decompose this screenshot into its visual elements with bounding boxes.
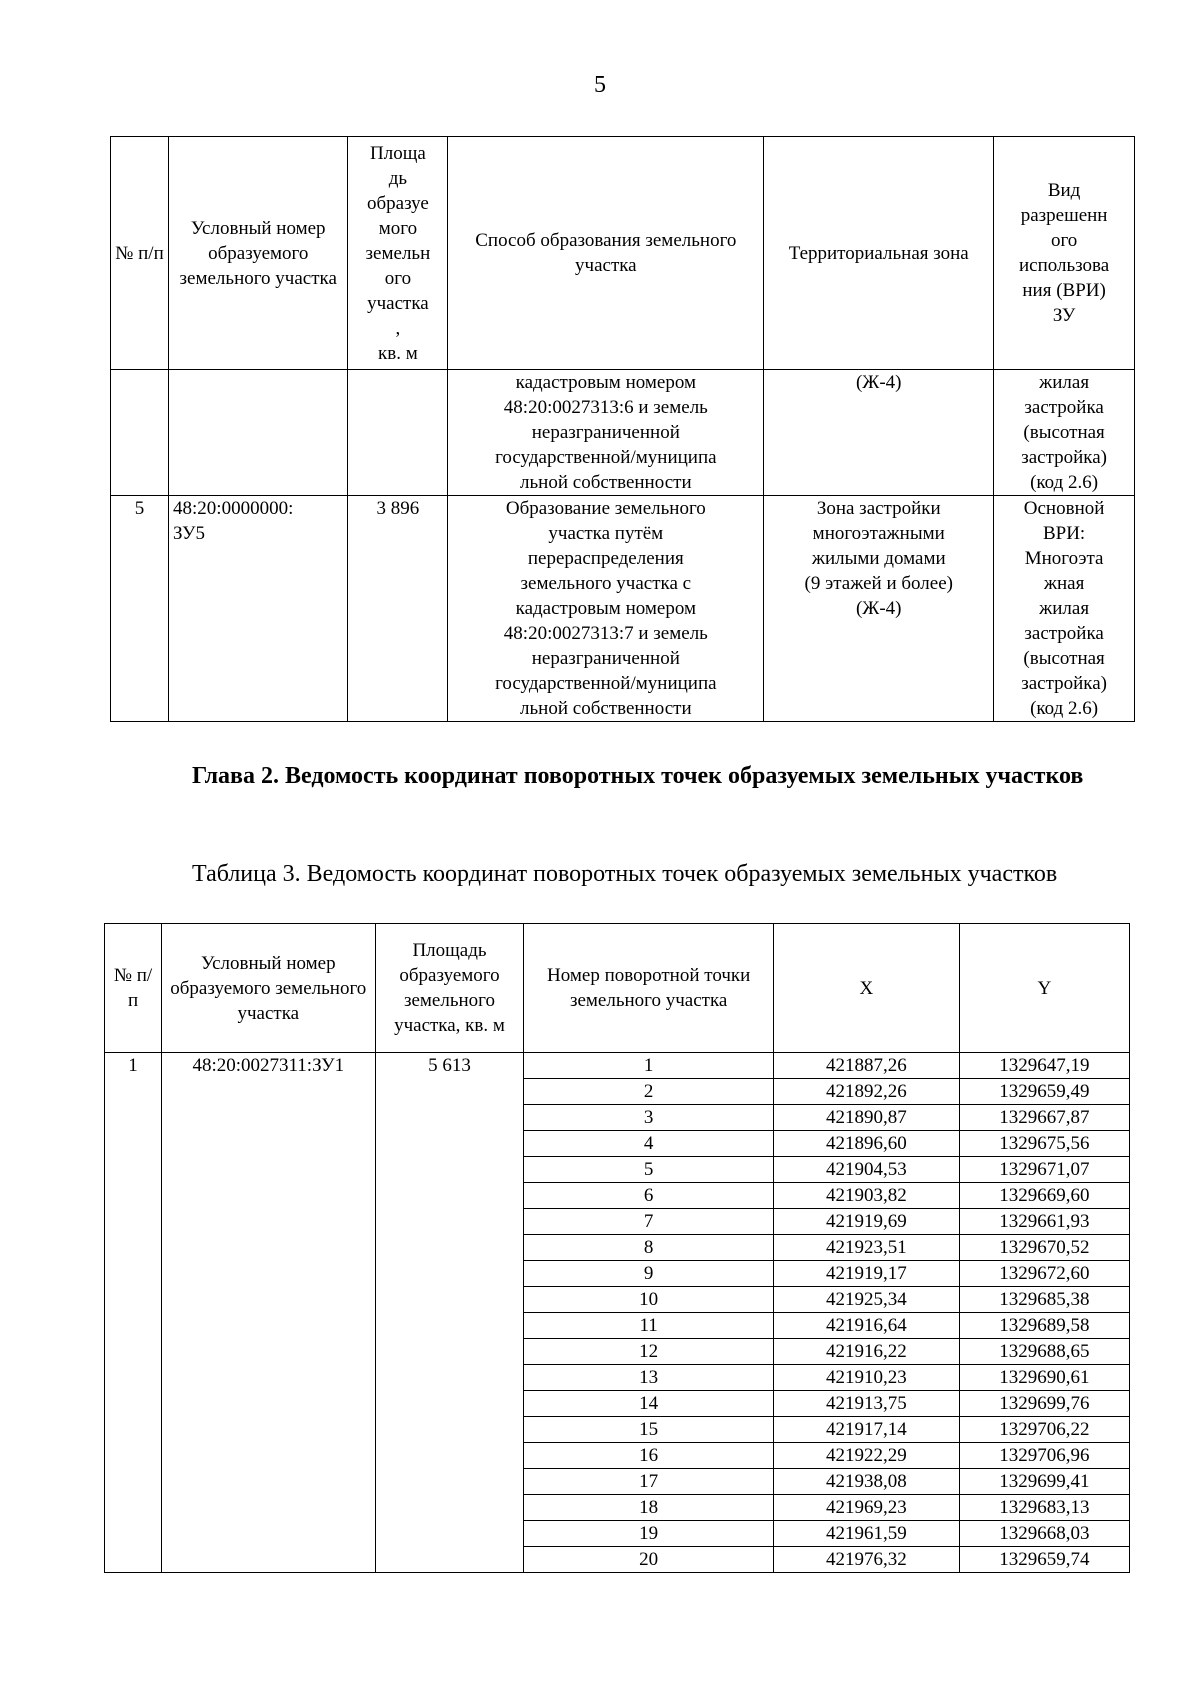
text-line: земельн — [365, 242, 431, 264]
text-line: (код 2.6) — [1030, 698, 1099, 719]
cell-x: 421916,22 — [773, 1339, 959, 1365]
cell-y: 1329685,38 — [959, 1287, 1129, 1313]
cell-y: 1329672,60 — [959, 1261, 1129, 1287]
text-line: (9 этажей и более) — [804, 573, 953, 594]
text-line: Многоэта — [1024, 548, 1104, 569]
text-line: многоэтажными — [812, 523, 945, 544]
cell-y: 1329699,76 — [959, 1391, 1129, 1417]
table-caption: Таблица 3. Ведомость координат поворотных точек образуемых земельных участков — [192, 861, 1058, 887]
text-line: жилая — [1039, 598, 1090, 619]
cell-y: 1329699,41 — [959, 1469, 1129, 1495]
cell-y: 1329706,96 — [959, 1443, 1129, 1469]
cell-area — [348, 370, 448, 496]
cell-y: 1329688,65 — [959, 1339, 1129, 1365]
cell-area: 3 896 — [348, 496, 448, 722]
cell-point-number: 17 — [524, 1469, 773, 1495]
cell-point-number: 18 — [524, 1495, 773, 1521]
header-area — [348, 137, 448, 370]
text-line: государственной/муниципа — [495, 447, 717, 468]
cell-x: 421961,59 — [773, 1521, 959, 1547]
header-point-number: Номер поворотной точки земельного участка — [524, 924, 773, 1053]
text-line: участка — [367, 292, 429, 314]
cell-point-number: 10 — [524, 1287, 773, 1313]
cell-y: 1329661,93 — [959, 1209, 1129, 1235]
cell-x: 421925,34 — [773, 1287, 959, 1313]
text-line: разрешенн — [1020, 205, 1108, 226]
cell-point-number: 20 — [524, 1547, 773, 1573]
table-row — [111, 370, 1135, 496]
cell-point-number: 14 — [524, 1391, 773, 1417]
text-line: Основной — [1023, 498, 1105, 519]
cell-y: 1329647,19 — [959, 1053, 1129, 1079]
text-line: (Ж-4) — [855, 598, 902, 619]
header-formation-method: Способ образования земельного участка — [448, 137, 764, 370]
cell-y: 1329690,61 — [959, 1365, 1129, 1391]
cell-x: 421913,75 — [773, 1391, 959, 1417]
header-conditional-number: Условный номер образуемого земельного участка — [169, 137, 348, 370]
text-line: 48:20:0027313:7 и земель — [503, 623, 708, 644]
cell-x: 421919,69 — [773, 1209, 959, 1235]
text-line: мого — [378, 217, 418, 239]
cell-y: 1329689,58 — [959, 1313, 1129, 1339]
header-num: № п/п — [111, 137, 169, 370]
cell-y: 1329659,49 — [959, 1079, 1129, 1105]
text-line: застройка — [1024, 623, 1104, 644]
cell-y: 1329706,22 — [959, 1417, 1129, 1443]
cell-point-number: 11 — [524, 1313, 773, 1339]
cell-conditional-number — [169, 496, 348, 722]
cell-territorial-zone — [764, 370, 994, 496]
cell-x: 421903,82 — [773, 1183, 959, 1209]
cell-conditional-number — [169, 370, 348, 496]
cell-point-number: 5 — [524, 1157, 773, 1183]
cell-formation-method — [448, 370, 764, 496]
text-line: льной собственности — [520, 472, 692, 493]
cell-x: 421919,17 — [773, 1261, 959, 1287]
text-line: ВРИ: — [1042, 523, 1086, 544]
cell-y: 1329668,03 — [959, 1521, 1129, 1547]
cell-conditional-number: 48:20:0027311:ЗУ1 — [162, 1053, 375, 1573]
coordinate-row — [105, 1053, 1130, 1079]
chapter-heading: Глава 2. Ведомость координат поворотных точек образуемых земельных участков — [192, 763, 1084, 789]
text-line: земельного участка с — [520, 573, 692, 594]
cell-point-number: 7 — [524, 1209, 773, 1235]
text-line: Зона застройки — [816, 498, 941, 519]
cell-y: 1329671,07 — [959, 1157, 1129, 1183]
text-line: использова — [1018, 255, 1110, 276]
cell-y: 1329659,74 — [959, 1547, 1129, 1573]
header-territorial-zone: Территориальная зона — [764, 137, 994, 370]
text-line: жилая — [1039, 372, 1090, 393]
text-line: перераспределения — [527, 548, 684, 569]
cell-point-number: 16 — [524, 1443, 773, 1469]
text-line: застройка) — [1021, 673, 1107, 694]
cell-x: 421969,23 — [773, 1495, 959, 1521]
cell-x: 421892,26 — [773, 1079, 959, 1105]
cell-point-number: 6 — [524, 1183, 773, 1209]
cell-point-number: 15 — [524, 1417, 773, 1443]
text-line: , — [395, 317, 401, 339]
cell-x: 421938,08 — [773, 1469, 959, 1495]
text-line: ния (ВРИ) — [1022, 280, 1106, 301]
header-area: Площадь образуемого земельного участка, кв. м — [375, 924, 524, 1053]
cell-permitted-use — [994, 370, 1135, 496]
text-line: ЗУ — [1052, 305, 1076, 326]
cell-x: 421904,53 — [773, 1157, 959, 1183]
cell-point-number: 12 — [524, 1339, 773, 1365]
cell-point-number: 4 — [524, 1131, 773, 1157]
text-line: (Ж-4) — [855, 372, 902, 393]
cell-formation-method — [448, 496, 764, 722]
cell-point-number: 13 — [524, 1365, 773, 1391]
text-line: кадастровым номером — [515, 598, 697, 619]
land-plot-formation-table — [110, 136, 1135, 722]
cell-territorial-zone — [764, 496, 994, 722]
header-x: X — [773, 924, 959, 1053]
header-y: Y — [959, 924, 1129, 1053]
cell-area: 5 613 — [375, 1053, 524, 1573]
text-line: государственной/муниципа — [495, 673, 717, 694]
text-line: неразграниченной — [531, 422, 680, 443]
header-conditional-number: Условный номер образуемого земельного участка — [162, 924, 375, 1053]
text-line: льной собственности — [520, 698, 692, 719]
cell-point-number: 9 — [524, 1261, 773, 1287]
cell-y: 1329683,13 — [959, 1495, 1129, 1521]
text-line: застройка) — [1021, 447, 1107, 468]
cell-point-number: 1 — [524, 1053, 773, 1079]
text-line: 48:20:0000000: — [173, 498, 294, 519]
text-line: (код 2.6) — [1030, 472, 1099, 493]
cell-point-number: 3 — [524, 1105, 773, 1131]
cell-y: 1329669,60 — [959, 1183, 1129, 1209]
text-line: застройка — [1024, 397, 1104, 418]
text-line: (высотная — [1023, 648, 1105, 669]
cell-point-number: 8 — [524, 1235, 773, 1261]
text-line: образуе — [366, 192, 429, 214]
cell-x: 421976,32 — [773, 1547, 959, 1573]
cell-x: 421890,87 — [773, 1105, 959, 1131]
cell-num — [111, 370, 169, 496]
cell-permitted-use — [994, 496, 1135, 722]
cell-x: 421922,29 — [773, 1443, 959, 1469]
header-num: № п/п — [105, 924, 162, 1053]
cell-x: 421910,23 — [773, 1365, 959, 1391]
coordinates-table — [104, 923, 1130, 1573]
text-line: жная — [1043, 573, 1085, 594]
text-line: кадастровым номером — [515, 372, 697, 393]
cell-x: 421887,26 — [773, 1053, 959, 1079]
cell-y: 1329675,56 — [959, 1131, 1129, 1157]
cell-x: 421917,14 — [773, 1417, 959, 1443]
text-line: 48:20:0027313:6 и земель — [503, 397, 708, 418]
text-line: Образование земельного — [505, 498, 706, 519]
cell-y: 1329670,52 — [959, 1235, 1129, 1261]
text-line: дь — [388, 167, 408, 189]
text-line: ЗУ5 — [173, 523, 206, 544]
cell-x: 421896,60 — [773, 1131, 959, 1157]
cell-num: 1 — [105, 1053, 162, 1573]
text-line: жилыми домами — [811, 548, 946, 569]
cell-y: 1329667,87 — [959, 1105, 1129, 1131]
cell-point-number: 2 — [524, 1079, 773, 1105]
table-row — [111, 496, 1135, 722]
text-line: неразграниченной — [531, 648, 680, 669]
cell-x: 421923,51 — [773, 1235, 959, 1261]
cell-num: 5 — [111, 496, 169, 722]
table-header-row — [111, 137, 1135, 370]
cell-x: 421916,64 — [773, 1313, 959, 1339]
header-permitted-use — [994, 137, 1135, 370]
text-line: Площа — [370, 142, 426, 164]
text-line: Вид — [1047, 180, 1081, 201]
page-number: 5 — [594, 72, 606, 98]
cell-point-number: 19 — [524, 1521, 773, 1547]
text-line: кв. м — [378, 342, 418, 364]
text-line: ого — [1050, 230, 1078, 251]
table-header-row — [105, 924, 1130, 1053]
text-line: ого — [384, 267, 412, 289]
text-line: участка путём — [548, 523, 664, 544]
text-line: (высотная — [1023, 422, 1105, 443]
